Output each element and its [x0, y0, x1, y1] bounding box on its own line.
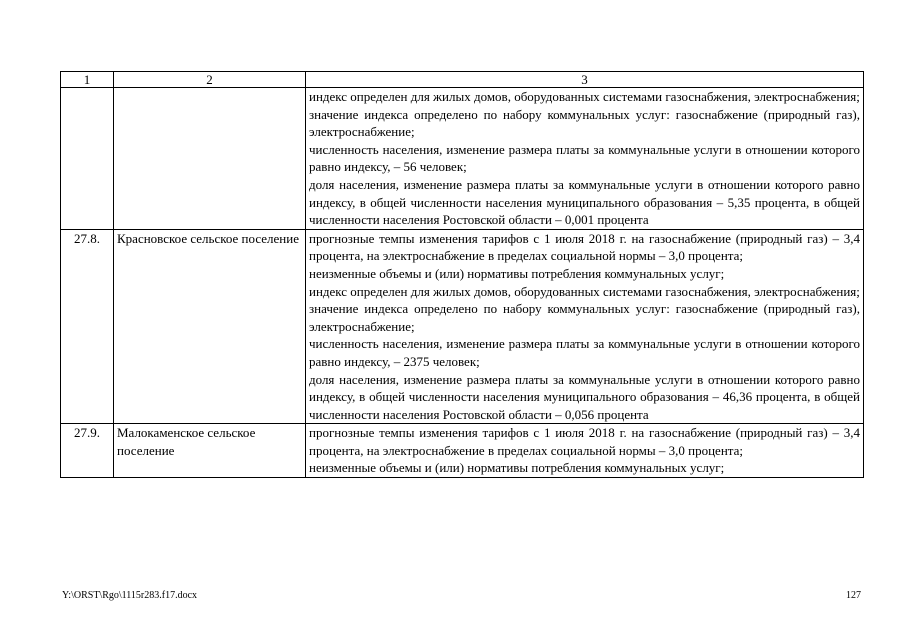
settlement-name: [114, 88, 306, 230]
paragraph: численность населения, изменение размера платы за коммунальные услуги в отношении которого равно индексу, – 2375 человек;: [309, 336, 860, 369]
settlement-name: Малокаменское сельское поселение: [114, 424, 306, 478]
header-col-2: 2: [114, 72, 306, 88]
row-description: [306, 229, 864, 424]
row-number: [61, 88, 114, 230]
row-number: 27.8.: [61, 229, 114, 424]
header-col-3: 3: [306, 72, 864, 88]
paragraph: значение индекса определено по набору коммунальных услуг: газоснабжение (природный газ), электроснабжение;: [309, 106, 860, 140]
paragraph: прогнозные темпы изменения тарифов с 1 июля 2018 г. на газоснабжение (природный газ) – 3,4 процента, на электроснабжение в пределах социальной нормы – 3,0 процента;: [309, 230, 860, 264]
row-description: [306, 88, 864, 230]
data-table: [60, 71, 864, 478]
paragraph: индекс определен для жилых домов, оборудованных системами газоснабжения, электроснабжения;: [309, 89, 860, 104]
paragraph: индекс определен для жилых домов, оборудованных системами газоснабжения, электроснабжения;: [309, 283, 860, 299]
paragraph: значение индекса определено по набору коммунальных услуг: газоснабжение (природный газ), электроснабжение;: [309, 301, 860, 334]
header-col-1: 1: [61, 72, 114, 88]
paragraph: неизменные объемы и (или) нормативы потребления коммунальных услуг;: [309, 460, 725, 476]
table-row: [61, 88, 864, 230]
paragraph: численность населения, изменение размера платы за коммунальные услуги в отношении которого равно индексу, – 56 человек;: [309, 141, 860, 175]
paragraph: доля населения, изменение размера платы за коммунальные услуги в отношении которого равно индексу, в общей численности населения муниципального образования – 46,36 процента, в общей численности населения Ростовской области – 0,056 процента: [309, 371, 860, 422]
paragraph: неизменные объемы и (или) нормативы потребления коммунальных услуг;: [309, 265, 725, 281]
row-description: [306, 424, 864, 478]
table-row: [61, 229, 864, 424]
paragraph: доля населения, изменение размера платы за коммунальные услуги в отношении которого равно индексу, в общей численности населения муниципального образования – 5,35 процента, в общей численности населения Ростовской области – 0,001 процента: [309, 176, 860, 228]
page-number: 127: [846, 590, 861, 601]
settlement-name: Красновское сельское поселение: [114, 229, 306, 424]
row-number: 27.9.: [61, 424, 114, 478]
table-row: [61, 424, 864, 478]
paragraph: прогнозные темпы изменения тарифов с 1 июля 2018 г. на газоснабжение (природный газ) – 3,4 процента, на электроснабжение в пределах социальной нормы – 3,0 процента;: [309, 425, 860, 458]
table-header-row: [61, 72, 864, 88]
document-file-path: Y:\ORST\Rgo\1115r283.f17.docx: [62, 590, 198, 601]
